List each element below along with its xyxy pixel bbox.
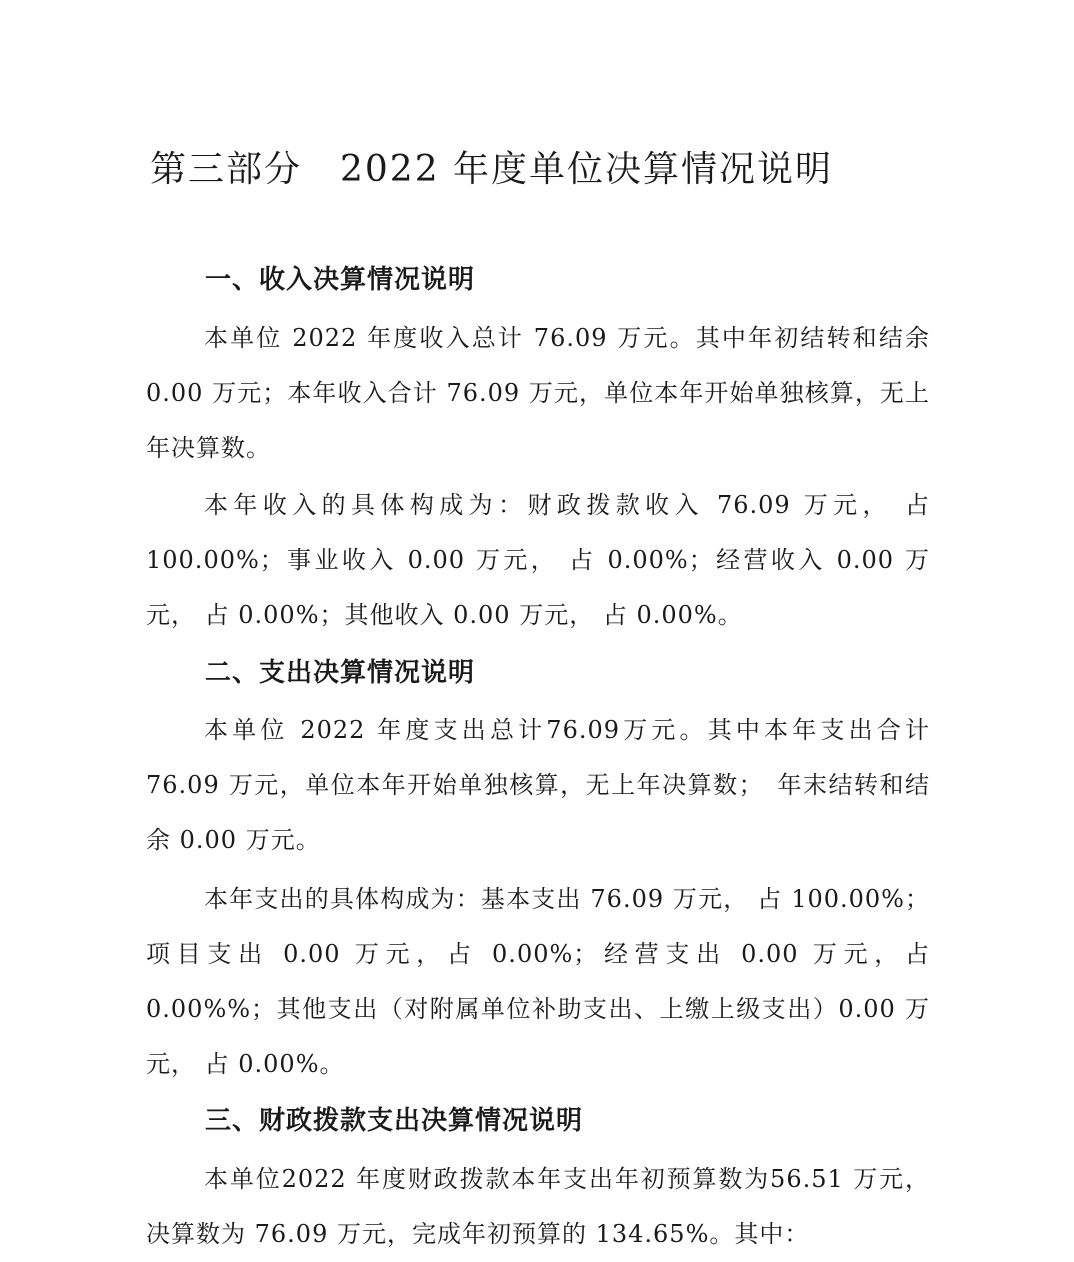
expenditure-breakdown-paragraph: 本年支出的具体构成为：基本支出 76.09 万元， 占 100.00%；项目支出 0.00 万元，占 0.00%；经营支出 0.00 万元，占 0.00%%；其他支出（对附属单位补助支出、上缴上级支出）0.00 万元， 占 0.00%。	[146, 885, 930, 1078]
expenditure-summary-paragraph: 本单位 2022 年度支出总计76.09万元。其中本年支出合计 76.09 万元，单位本年开始单独核算，无上年决算数； 年末结转和结余 0.00 万元。	[146, 716, 930, 854]
section-heading-fiscal-appropriation: 三、财政拨款支出决算情况说明	[205, 1106, 584, 1136]
income-breakdown-paragraph: 本年收入的具体构成为：财政拨款收入 76.09 万元， 占 100.00%；事业收入 0.00 万元， 占 0.00%；经营收入 0.00 万元， 占 0.00%；其他收入 0.00 万元， 占 0.00%。	[146, 491, 930, 629]
page-title: 第三部分 2022 年度单位决算情况说明	[150, 149, 834, 190]
section-heading-expenditure: 二、支出决算情况说明	[205, 658, 476, 688]
income-summary-paragraph: 本单位 2022 年度收入总计 76.09 万元。其中年初结转和结余 0.00 万元；本年收入合计 76.09 万元，单位本年开始单独核算，无上年决算数。	[146, 324, 930, 462]
fiscal-appropriation-paragraph: 本单位2022 年度财政拨款本年支出年初预算数为56.51 万元，决算数为 76.09 万元，完成年初预算的 134.65%。其中：	[146, 1165, 930, 1248]
section-heading-income: 一、收入决算情况说明	[205, 265, 476, 295]
